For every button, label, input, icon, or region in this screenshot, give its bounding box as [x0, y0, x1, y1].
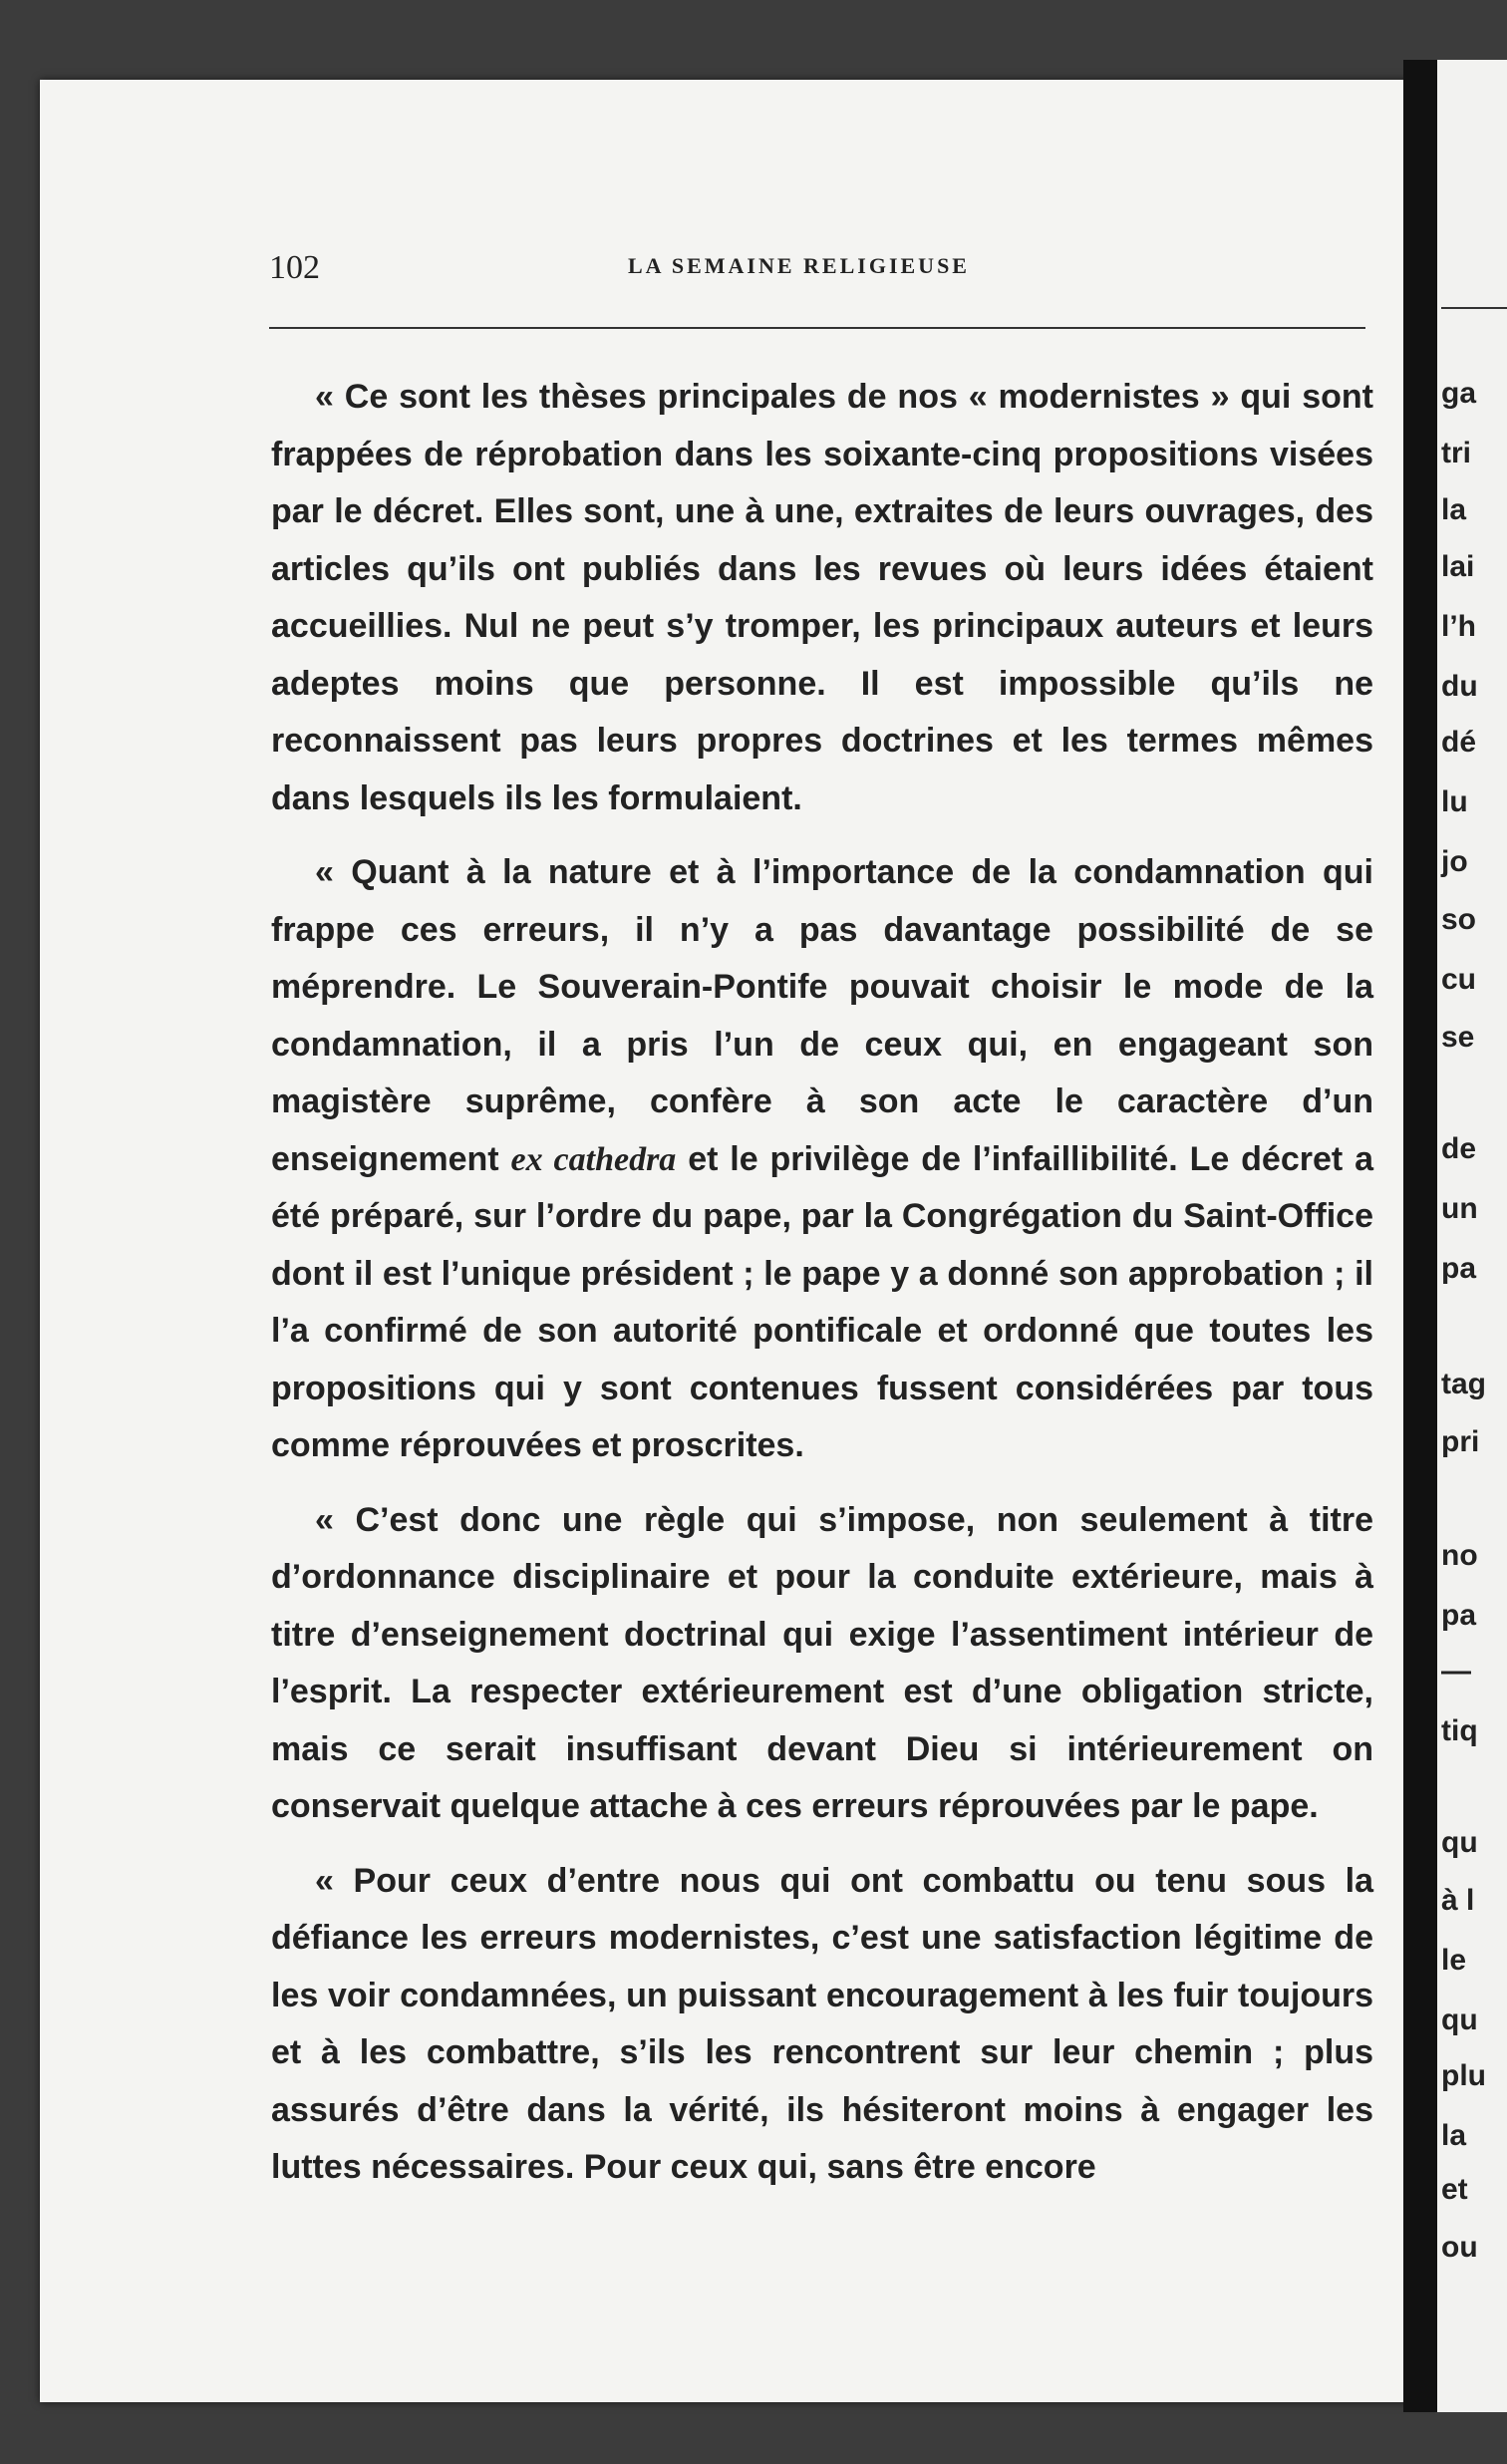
paragraph-2-text-end: et le privilège de l’infaillibilité. Le décret a été préparé, sur l’ordre du pape, par la Congrégation du Saint-Office dont il est l’unique président ; le pape y a donné son approbation ; il l’a confirmé de son autorité pontificale et ordonné que toutes les propositions qui y sont contenues fussent considérées par tous comme réprouvées et proscrites.: [271, 1139, 1374, 1464]
facing-page-fragment: se: [1441, 1021, 1475, 1054]
facing-page-fragment: tiq: [1441, 1714, 1478, 1747]
facing-page-fragment: dé: [1441, 726, 1477, 759]
facing-page-fragment: cu: [1441, 963, 1477, 996]
facing-page-fragment: no: [1441, 1539, 1478, 1572]
paragraph-2: [271, 844, 1373, 1475]
facing-page-fragment: pa: [1441, 1252, 1477, 1285]
paragraph-1-text: « Ce sont les thèses principales de nos « modernistes » qui sont frappées de réprobation dans les soixante-cinq propositions visées par le décret. Elles sont, une à une, extraites de leurs ouvrages, des articles qu’ils ont publiés dans les revues où leurs idées étaient accueillies. Nul ne peut s’y tromper, les principaux auteurs et leurs adeptes moins que personne. Il est impossible qu’ils ne reconnaissent pas leurs propres doctrines et les termes mêmes dans lesquels ils les formulaient.: [271, 378, 1373, 817]
facing-page-fragment: un: [1441, 1192, 1478, 1225]
paragraph-4-text: « Pour ceux d’entre nous qui ont combattu ou tenu sous la défiance les erreurs modernistes, c’est une satisfaction légitime de les voir condamnées, un puissant encouragement à les fuir toujours et à les combattre, s’ils les rencontrent sur leur chemin ; plus assurés d’être dans la vérité, ils hésiteront moins à engager les luttes nécessaires. Pour ceux qui, sans être encore: [271, 1861, 1373, 2186]
facing-page-fragment: pa: [1441, 1599, 1477, 1632]
paragraph-3-text: « C’est donc une règle qui s’impose, non seulement à titre d’ordonnance disciplinaire et pour la conduite extérieure, mais à titre d’enseignement doctrinal qui exige l’assentiment intérieur de l’esprit. La respecter extérieurement est d’une obligation stricte, mais ce serait insuffisant devant Dieu si intérieurement on conservait quelque attache à ces erreurs réprouvées par le pape.: [271, 1500, 1373, 1825]
paragraph-4: [271, 1853, 1373, 2197]
body-text: [271, 369, 1373, 2214]
facing-page-fragment: lu: [1441, 785, 1468, 818]
facing-page-fragment: plu: [1441, 2059, 1486, 2092]
facing-page-fragment: à l: [1441, 1884, 1475, 1917]
facing-page-fragment: ga: [1441, 377, 1477, 410]
latin-phrase: ex cathedra: [510, 1140, 677, 1178]
facing-page-fragment: qu: [1441, 1826, 1478, 1859]
page-header: [269, 249, 1365, 289]
facing-page-fragment: tri: [1441, 437, 1471, 469]
facing-page-edge: [1437, 60, 1507, 2412]
running-title: LA SEMAINE RELIGIEUSE: [628, 253, 970, 278]
facing-page-fragment: so: [1441, 903, 1477, 936]
facing-page-fragment: du: [1441, 670, 1478, 703]
facing-page-fragment: lai: [1441, 550, 1475, 583]
paragraph-3: [271, 1492, 1373, 1836]
paragraph-1: [271, 369, 1373, 827]
facing-page-fragment: —: [1441, 1655, 1471, 1688]
facing-page-fragment: pri: [1441, 1425, 1480, 1458]
facing-page-fragment: le: [1441, 1944, 1467, 1977]
facing-page-fragment: ou: [1441, 2231, 1478, 2264]
facing-page-fragment: la: [1441, 493, 1467, 526]
facing-page-fragment: et: [1441, 2173, 1468, 2206]
header-rule: [269, 327, 1365, 329]
paragraph-2-text-start: « Quant à la nature et à l’importance de la condamnation qui frappe ces erreurs, il n’y a pas davantage possibilité de se méprendre. Le Souverain-Pontife pouvait choisir le mode de la condamnation, il a pris l’un de ceux qui, en engageant son magistère suprême, confère à son acte le caractère d’un enseignement: [271, 853, 1373, 1178]
facing-page-fragment: l’h: [1441, 610, 1476, 643]
page-number: 102: [269, 249, 320, 286]
facing-page-fragment: de: [1441, 1132, 1477, 1165]
facing-page-fragment: qu: [1441, 2003, 1478, 2036]
facing-page-fragment: jo: [1441, 845, 1468, 878]
facing-page-fragment: la: [1441, 2119, 1467, 2152]
page-gutter: [1403, 60, 1437, 2412]
facing-page-fragment: tag: [1441, 1368, 1486, 1400]
facing-page-rule: [1441, 307, 1507, 309]
